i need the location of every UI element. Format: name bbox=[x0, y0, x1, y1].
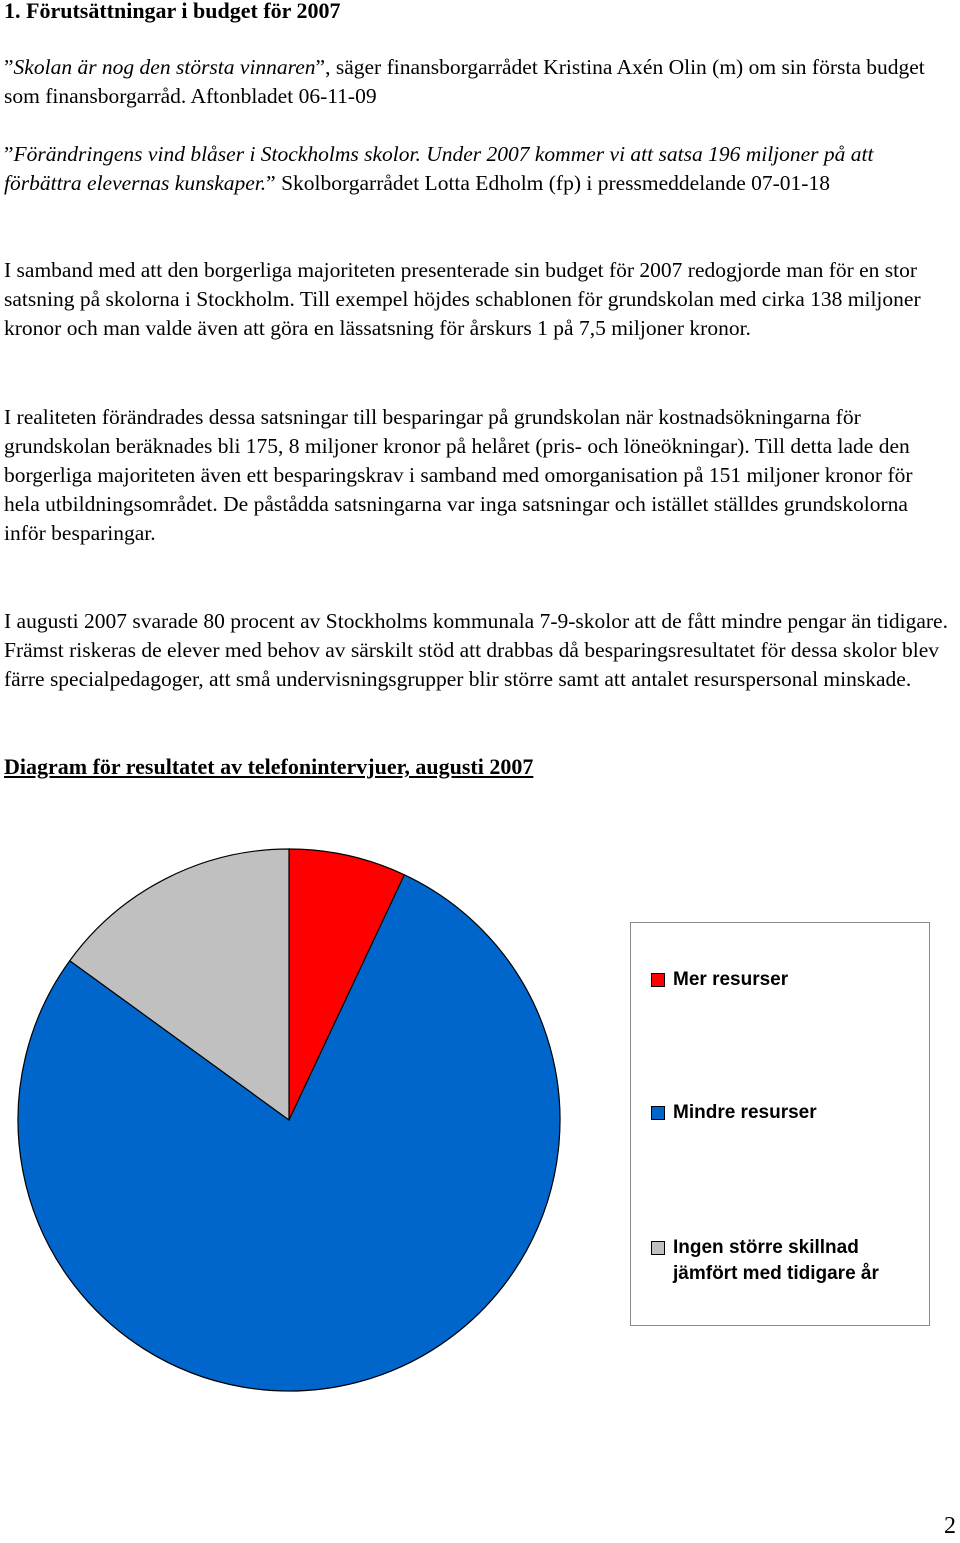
chart-legend bbox=[630, 922, 930, 1326]
quote-attribution: , säger finansborgarrådet Kristina Axén Olin (m) om sin första budget som finansborgarråd. Aftonbladet 06-11-09 bbox=[4, 55, 925, 108]
quote-attribution: Skolborgarrådet Lotta Edholm (fp) i pressmeddelande 07-01-18 bbox=[275, 171, 830, 195]
legend-item-no-difference bbox=[651, 1235, 923, 1287]
body-paragraph: I realiteten förändrades dessa satsningar till besparingar på grundskolan när kostnadsökningarna för grundskolan beräknades bli 175, 8 miljoner kronor på helåret (pris- och löneökningar). Till detta lade den borgerliga majoriteten även ett besparingskrav i samband med omorganisation på 151 miljoner kronor för hela utbildningsområdet. De påstådda satsningarna var inga satsningar och istället ställdes grundskolorna inför besparingar. bbox=[4, 405, 913, 545]
legend-swatch bbox=[651, 1106, 665, 1120]
body-paragraph: I samband med att den borgerliga majoriteten presenterade sin budget för 2007 redogjorde man för en stor satsning på skolorna i Stockholm. Till exempel höjdes schablonen för grundskolan med cirka 138 miljoner kronor och man valde även att göra en lässatsning för årskurs 1 på 7,5 miljoner kronor. bbox=[4, 258, 921, 340]
legend-label: Ingen större skillnad jämfört med tidigare år bbox=[673, 1237, 879, 1284]
legend-item-fewer-resources bbox=[651, 1100, 923, 1126]
legend-label: Mer resurser bbox=[673, 969, 789, 990]
legend-swatch bbox=[651, 1241, 665, 1255]
section-heading: 1. Förutsättningar i budget för 2007 bbox=[4, 0, 341, 23]
page-number: 2 bbox=[944, 1513, 956, 1539]
quote-text: Förändringens vind blåser i Stockholms skolor. Under 2007 kommer vi att satsa 196 miljoner på att förbättra elevernas kunskaper. bbox=[4, 142, 874, 195]
legend-item-more-resources bbox=[651, 967, 923, 993]
pie-chart bbox=[0, 820, 600, 1440]
legend-label: Mindre resurser bbox=[673, 1102, 817, 1123]
quote-lotta-edholm: ”Förändringens vind blåser i Stockholms skolor. Under 2007 kommer vi att satsa 196 miljoner på att förbättra elevernas kunskaper.” Skolborgarrådet Lotta Edholm (fp) i pressmeddelande 07-01-18 bbox=[4, 142, 874, 195]
legend-swatch bbox=[651, 973, 665, 987]
body-paragraph: I augusti 2007 svarade 80 procent av Stockholms kommunala 7-9-skolor att de fått mindre pengar än tidigare. Främst riskeras de elever med behov av särskilt stöd att drabbas då besparingsresultatet för dessa skolor blev färre specialpedagoger, att små undervisningsgrupper blir större samt att antalet resurspersonal minskade. bbox=[4, 609, 948, 691]
quote-kristina-axen-olin: ”Skolan är nog den största vinnaren”, säger finansborgarrådet Kristina Axén Olin (m) om sin första budget som finansborgarråd. Aftonbladet 06-11-09 bbox=[4, 55, 925, 108]
diagram-title: Diagram för resultatet av telefonintervjuer, augusti 2007 bbox=[4, 754, 534, 779]
quote-text: Skolan är nog den största vinnaren bbox=[13, 55, 316, 79]
